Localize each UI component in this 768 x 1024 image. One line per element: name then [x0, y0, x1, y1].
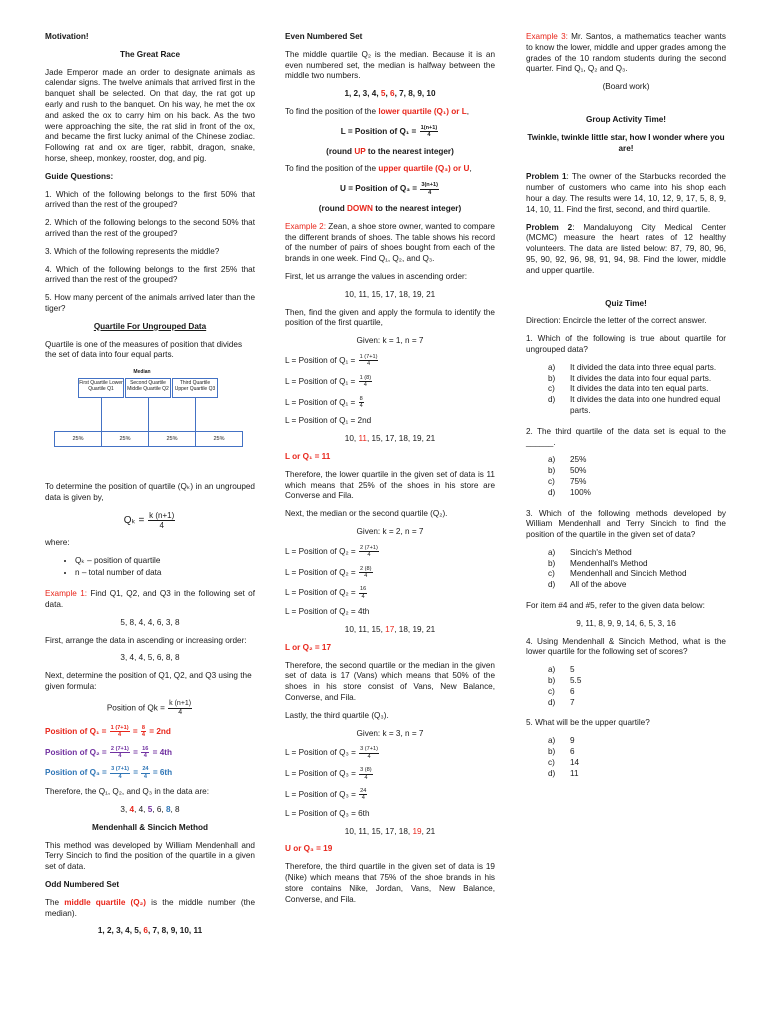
m-step-2: L = Position of Q₂ = $\frac{2 (8)}{4}$ — [285, 565, 372, 579]
example-1-therefore: Therefore, the Q₁, Q₂, and Q₃ in the data are: — [45, 787, 210, 797]
m-step-1: L = Position of Q₂ = $\frac{2 (7+1)}{4}$ — [285, 544, 378, 559]
option-text: 75% — [570, 476, 587, 486]
formula-lhs: Qₖ = — [123, 514, 145, 526]
position-q1: Position of Q₁ = $\frac{1 (7+1)}{4}$ = $\frac{8}{4}$ = 2nd — [45, 724, 171, 739]
guide-question-4: 4. Which of the following belongs to the first 25% that arrived than the rest of the grouped? — [45, 264, 255, 285]
u-step-2: L = Position of Q₃ = $\frac{3 (8)}{4}$ — [285, 767, 372, 781]
percent-box-2: 25% — [101, 431, 149, 447]
guide-question-2: 2. Which of the following belongs to the second 50% that arrived than the rest of the grouped? — [45, 218, 255, 238]
quiz-options-5 — [526, 736, 726, 779]
quiz-option[interactable] — [548, 548, 726, 559]
option-letter: a) — [548, 736, 556, 746]
even-title: Even Numbered Set — [285, 32, 363, 41]
mendenhall-text: This method was developed by William Mendenhall and Terry Sincich to find the position of the quartile in a given set of data. — [45, 840, 255, 872]
determine-text: To determine the position of quartile (Qₖ) in an ungrouped data is given by, — [45, 482, 255, 502]
example-1-result: 3, 4, 4, 5, 6, 8, 8 — [120, 804, 180, 814]
m-step-4: L = Position of Q₂ = 4th — [285, 607, 370, 617]
given-2: Given: k = 2, n = 7 — [356, 526, 424, 536]
first-quartile-box: First Quartile Lower Quartile Q1 — [78, 378, 124, 398]
column-3 — [526, 32, 726, 789]
quiz-part-2 — [526, 637, 726, 780]
quiz-option[interactable] — [548, 698, 726, 709]
odd-text: The middle quartile (Q₂) is the middle number (the median). — [45, 897, 256, 918]
guide-question-5: 5. How many percent of the animals arrived later than the tiger? — [45, 293, 255, 313]
lower-quartile-intro: To find the position of the lower quartile (Q₁) or L, — [285, 106, 470, 116]
motivation-heading: Motivation! — [45, 32, 89, 41]
option-text: 6 — [570, 686, 575, 696]
example-2-arrange: First, let us arrange the values in ascending order: — [285, 271, 468, 281]
option-text: 14 — [570, 757, 580, 767]
option-letter: c) — [548, 384, 555, 394]
quiz-options-3 — [526, 548, 726, 591]
board-work: (Board work) — [602, 82, 650, 92]
quiz-option[interactable] — [548, 747, 726, 758]
quiz-option[interactable] — [548, 665, 726, 676]
upper-formula: U = Position of Q₃ = $\frac{3(n+1)}{4}$ — [340, 182, 438, 196]
percent-box-1: 25% — [54, 431, 102, 447]
column-1 — [45, 32, 255, 944]
l-step-2: L = Position of Q₁ = $\frac{1 (8)}{4}$ — [285, 374, 372, 389]
m-result: L or Q₂ = 17 — [285, 642, 332, 652]
option-letter: b) — [548, 558, 556, 568]
option-text: 50% — [570, 466, 587, 476]
u-step-4: L = Position of Q₃ = 6th — [285, 808, 370, 818]
seq-q2-highlight: 10, 11, 15, 17, 18, 19, 21 — [344, 625, 436, 635]
odd-title: Odd Numbered Set — [45, 879, 120, 889]
l-result: L or Q₁ = 11 — [285, 452, 331, 461]
position-q2: Position of Q₂ = $\frac{2 (7+1)}{4}$ = $\frac{16}{4}$ = 4th — [45, 745, 173, 759]
seq-q1-highlight: 10, 11, 15, 17, 18, 19, 21 — [344, 434, 436, 444]
option-letter: a) — [548, 665, 556, 675]
u-therefore: Therefore, the third quartile in the given set of data is 19 (Nike) which means that 75% of the shoe brands in his store contains Nike, Jordan, Vans, New Balance, Converse, and Fila. — [285, 862, 495, 904]
group-activity-title: Group Activity Time! — [585, 114, 667, 124]
quiz-title: Quiz Time! — [605, 298, 647, 308]
option-letter: a) — [548, 362, 556, 372]
option-letter: c) — [548, 686, 555, 696]
mendenhall-title: Mendenhall & Sincich Method — [92, 822, 208, 832]
quiz-option[interactable] — [548, 477, 726, 488]
quiz-option[interactable] — [548, 676, 726, 687]
quartile-formula — [45, 511, 255, 530]
example-1-next: Next, determine the position of Q1, Q2, and Q3 using the given formula: — [45, 671, 252, 691]
option-text: It divided the data into three equal parts. — [570, 362, 717, 372]
option-text: Mendenhall's Method — [570, 558, 648, 568]
option-letter: d) — [548, 395, 556, 405]
guide-question-1: 1. Which of the following belongs to the first 50% that arrived than the rest of the grouped? — [45, 189, 255, 210]
option-text: It divides the data into ten equal parts. — [570, 384, 709, 394]
problem-2: Problem 2: Mandaluyong City Medical Center (MCMC) measure the heart rates of 12 healthy volunteers. The data are listed below: 87, 79, 80, 96, 95, 90, 92, 96, 98, 91, 94, 98. Find the lower, middle and upper quartile. — [526, 222, 726, 275]
quiz-direction: Direction: Encircle the letter of the correct answer. — [526, 316, 707, 326]
example-1-arrange: First, arrange the data in ascending or increasing order: — [45, 635, 247, 645]
round-down-note: (round DOWN to the nearest integer) — [318, 204, 462, 213]
quiz-option[interactable] — [548, 363, 726, 374]
option-letter: b) — [548, 373, 556, 383]
l-step-4: L = Position of Q₁ = 2nd — [285, 416, 372, 426]
formula-fraction: $\frac{k (n+1)}{4}$ — [149, 510, 175, 530]
option-text: 5.5 — [570, 676, 582, 686]
example-2-prompt: Example 2: Zean, a shoe store owner, wanted to compare the different brands of shoes. The table shows his record of the number of pairs of shoes bought from each of the brands in one week. Find Q₁, Q₂, and Q₃. — [285, 221, 495, 264]
second-quartile-box: Second Quartile Middle Quartile Q2 — [125, 378, 171, 398]
example-1-prompt: Example 1: Find Q1, Q2, and Q3 in the following set of data. — [45, 589, 255, 609]
quiz-option[interactable] — [548, 559, 726, 570]
option-text: Sincich's Method — [570, 547, 632, 557]
guide-questions-heading: Guide Questions: — [45, 171, 114, 181]
quiz-part-1 — [526, 334, 726, 591]
formula-legend — [45, 556, 255, 580]
q1-connector — [101, 398, 102, 431]
option-text: 7 — [570, 697, 575, 707]
option-letter: d) — [548, 768, 556, 778]
option-letter: d) — [548, 697, 556, 707]
refer-data: 9, 11, 8, 9, 9, 14, 6, 5, 3, 16 — [576, 618, 676, 628]
example-2-sorted: 10, 11, 15, 17, 18, 19, 21 — [344, 289, 436, 299]
percent-box-4: 25% — [195, 431, 243, 447]
quiz-option[interactable] — [548, 580, 726, 591]
example-2-then: Then, find the given and apply the formula to identify the position of the first quartile, — [285, 307, 495, 328]
q2-connector — [148, 398, 149, 431]
quiz-option[interactable] — [548, 455, 726, 466]
seq-q3-highlight: 10, 11, 15, 17, 18, 19, 21 — [344, 826, 436, 836]
quiz-question-2: 2. The third quartile of the data set is equal to the ______. — [526, 426, 726, 447]
median-label: Median — [133, 369, 151, 376]
quiz-option[interactable] — [548, 466, 726, 477]
u-result: U or Q₃ = 19 — [285, 844, 333, 854]
lower-formula: L = Position of Q₁ = $\frac{1(n+1)}{4}$ — [340, 124, 438, 139]
example-3-prompt: Example 3: Mr. Santos, a mathematics teacher wants to know the lower, middle and upper grades among the grades of the 10 random students during the second quarter. Find Q₁, Q₂ and Q₃. — [526, 32, 726, 74]
quartile-section-title: Quartile For Ungrouped Data — [93, 321, 207, 331]
even-sequence: 1, 2, 3, 4, 5, 6, 7, 8, 9, 10 — [344, 89, 436, 99]
option-text: 11 — [570, 768, 579, 778]
position-q3: Position of Q₃ = $\frac{3 (7+1)}{4}$ = $\frac{24}{4}$ = 6th — [45, 766, 173, 780]
guide-question-3: 3. Which of the following represents the middle? — [45, 246, 220, 256]
odd-sequence: 1, 2, 3, 4, 5, 6, 7, 8, 9, 10, 11 — [97, 926, 203, 936]
option-text: 5 — [570, 665, 575, 675]
third-quartile-box: Third Quartile Upper Quartile Q3 — [172, 378, 218, 398]
m-therefore: Therefore, the second quartile or the median in the given set of data is 17 (Vans) which means that 50% of the shoes in his store consist of Vans, New Balance, Converse, and Fila. — [285, 660, 495, 702]
refer-note: For item #4 and #5, refer to the given data below: — [526, 601, 705, 611]
percent-box-3: 25% — [148, 431, 196, 447]
quartile-diagram — [45, 368, 255, 472]
quiz-option[interactable] — [548, 769, 726, 780]
quiz-option[interactable] — [548, 758, 726, 769]
l-therefore: Therefore, the lower quartile in the given set of data is 11 which means that 25% of the shoes in his store are Converse and Fila. — [285, 469, 495, 501]
quiz-options-4 — [526, 665, 726, 708]
upper-quartile-intro: To find the position of the upper quartile (Q₃) or U, — [285, 164, 472, 174]
even-text: The middle quartile Q₂ is the median. Because it is an even numbered set, the median is halfway between the middle two numbers. — [285, 49, 495, 81]
lastly: Lastly, the third quartile (Q₃). — [285, 710, 389, 720]
option-letter: c) — [548, 476, 555, 486]
option-text: 25% — [570, 455, 587, 465]
round-up-note: (round UP to the nearest integer) — [326, 146, 454, 156]
quiz-question-4: 4. Using Mendenhall & Sincich Method, what is the lower quartile for the following set of scores? — [526, 636, 726, 657]
option-text: All of the above — [570, 580, 627, 590]
quiz-options-1 — [526, 363, 726, 417]
option-letter: d) — [548, 580, 556, 590]
quiz-options-2 — [526, 455, 726, 498]
where-label: where: — [45, 537, 70, 547]
example-1-data: 5, 8, 4, 4, 6, 3, 8 — [120, 617, 180, 627]
option-text: 9 — [570, 736, 575, 746]
quiz-option[interactable] — [548, 736, 726, 747]
q3-connector — [195, 398, 196, 431]
column-2 — [285, 32, 495, 912]
quartile-definition: Quartile is one of the measures of position that divides the set of data into four equal parts. — [45, 339, 243, 360]
quiz-option[interactable] — [548, 374, 726, 385]
quiz-question-1: 1. Which of the following is true about quartile for ungrouped data? — [526, 334, 726, 354]
u-step-1: L = Position of Q₃ = $\frac{3 (7+1)}{4}$ — [285, 746, 379, 760]
median-next: Next, the median or the second quartile (Q₂). — [285, 509, 448, 519]
option-letter: c) — [548, 569, 555, 579]
option-text: It divides the data into one hundred equal parts. — [570, 395, 721, 415]
quiz-question-5: 5. What will be the upper quartile? — [526, 718, 650, 728]
given-1: Given: k = 1, n = 7 — [356, 336, 424, 346]
u-step-3: L = Position of Q₃ = $\frac{24}{4}$ — [285, 788, 367, 802]
option-text: Mendenhall and Sincich Method — [570, 569, 687, 579]
option-letter: b) — [548, 747, 556, 757]
quiz-option[interactable] — [548, 384, 726, 395]
legend-n: • n – total number of data — [75, 568, 255, 579]
given-3: Given: k = 3, n = 7 — [356, 728, 424, 738]
race-story: Jade Emperor made an order to designate animals as calendar signs. The twelve animals that arrived first in the banquet shall be selected. On that day, the rat got up early and rush to the banquet. On his way, he met the ox and asked the ox to carry him on his back. As the two were approaching the site, the rat slid in front of the ox, and became the first lucky animal of the Chinese zodiac. Following rat and ox are tiger, rabbit, dragon, snake, horse, sheep, monkey, rooster, dog, and pig. — [45, 67, 255, 163]
twinkle-line: Twinkle, twinkle little star, how I wonder where you are! — [527, 132, 725, 153]
option-letter: d) — [548, 487, 556, 497]
option-letter: a) — [548, 547, 556, 557]
option-letter: c) — [548, 757, 555, 767]
option-letter: b) — [548, 466, 556, 476]
quiz-option[interactable] — [548, 395, 726, 417]
option-letter: b) — [548, 676, 556, 686]
race-title: The Great Race — [119, 49, 181, 59]
problem-1: Problem 1: The owner of the Starbucks recorded the number of customers who came into his shop each hour a day. The results were 14, 10, 12, 9, 17, 5, 8, 9, 14, 10, 11. Find the first, second, and third quartile. — [526, 172, 726, 214]
quiz-option[interactable] — [548, 687, 726, 698]
quiz-option[interactable] — [548, 569, 726, 580]
option-text: 6 — [570, 747, 575, 757]
m-step-3: L = Position of Q₂ = $\frac{16}{4}$ — [285, 586, 367, 600]
quiz-question-3: 3. Which of the following methods developed by William Mendenhall and Terry Sincich to find the position of the quartile in the given set of data? — [526, 508, 726, 540]
legend-qk: • Qₖ – position of quartile — [75, 556, 255, 567]
l-step-1: L = Position of Q₁ = $\frac{1 (7+1)}{4}$ — [285, 353, 378, 368]
option-text: It divides the data into four equal parts. — [570, 373, 712, 383]
position-qk-formula: Position of Qk = $\frac{k (n+1)}{4}$ — [106, 699, 192, 716]
option-letter: a) — [548, 455, 556, 465]
example-1-sorted: 3, 4, 4, 5, 6, 8, 8 — [120, 653, 180, 663]
quiz-option[interactable] — [548, 488, 726, 499]
l-step-3: L = Position of Q₁ = $\frac{8}{4}$ — [285, 395, 363, 409]
option-text: 100% — [570, 487, 591, 497]
